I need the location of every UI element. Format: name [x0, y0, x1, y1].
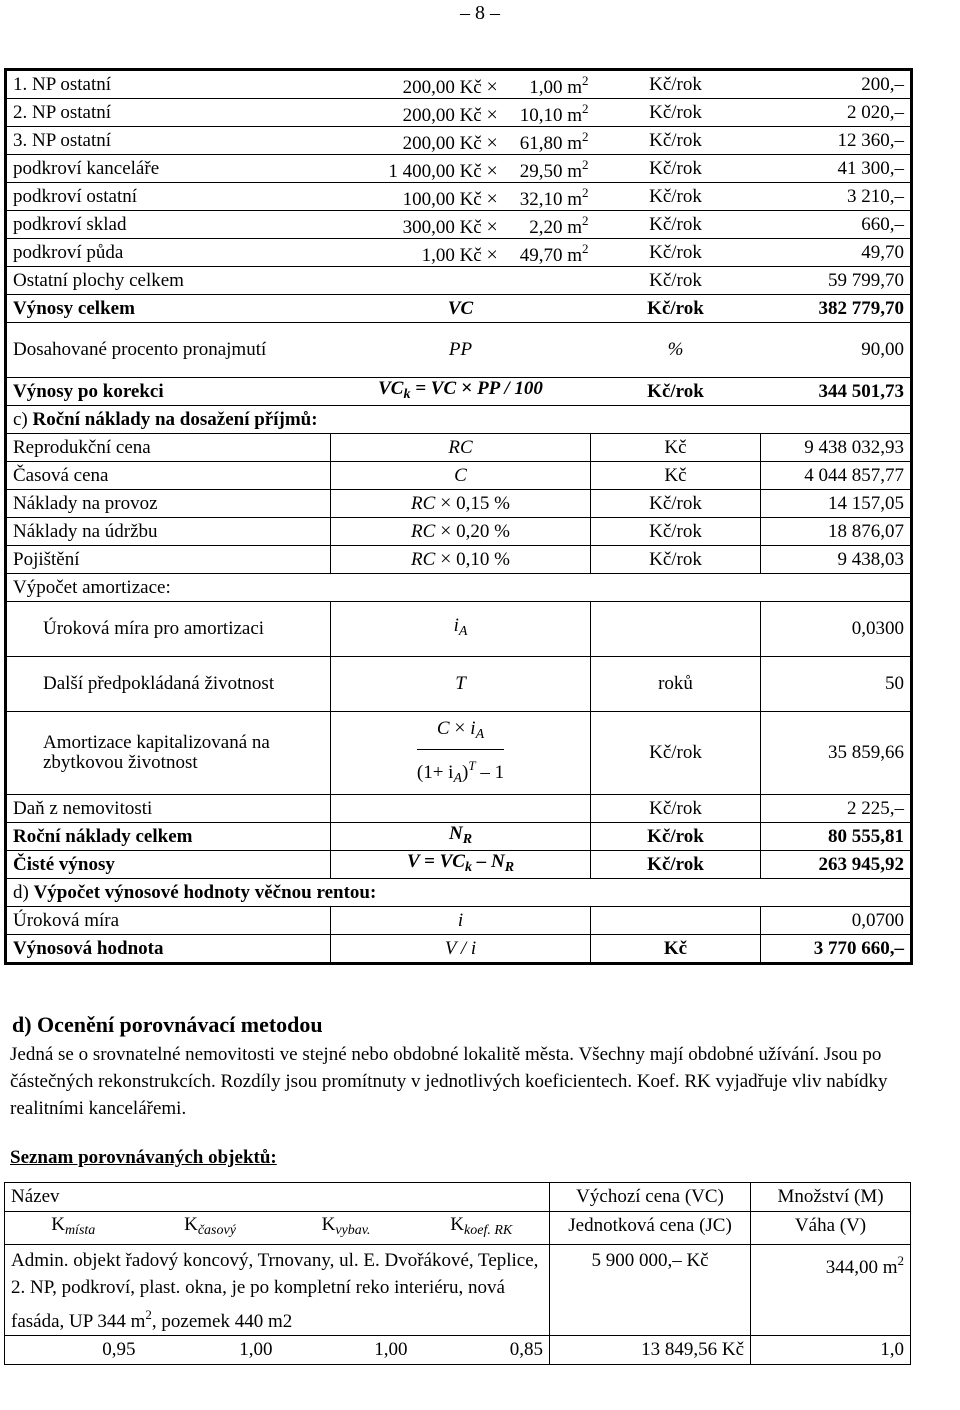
net-revenue-row: Čisté výnosy $V = VC_k - N_R$ Kč/rok 263 945,92 [6, 851, 912, 879]
rent-row: podkroví kanceláře 1 400,00 Kč × 29,50 $m^2$ Kč/rok 41 300,– [6, 155, 912, 183]
section-c-heading: c) Roční náklady na dosažení příjmů: [6, 406, 912, 434]
section-d-heading: d) Výpočet výnosové hodnoty věčnou rentou: [6, 879, 912, 907]
other-total-row: Ostatní plochy celkem Kč/rok 59 799,70 [6, 267, 912, 295]
cost-rows [6, 434, 912, 574]
cost-row: Náklady na údržbu RC × 0,20 % Kč/rok 18 876,07 [6, 518, 912, 546]
revenue-corrected-row: Výnosy po korekci $VC_k$ = VC × PP / 100 Kč/rok 344 501,73 [6, 378, 912, 406]
amortization-heading: Výpočet amortizace: [6, 574, 912, 602]
remaining-life-row: Další předpokládaná životnost T roků 50 [6, 657, 912, 712]
compared-objects-table [4, 1182, 911, 1365]
rent-row: 1. NP ostatní 200,00 Kč × 1,00 $m^2$ Kč/rok 200,– [6, 70, 912, 99]
rent-row: podkroví ostatní 100,00 Kč × 32,10 $m^2$ Kč/rok 3 210,– [6, 183, 912, 211]
cost-row: Náklady na provoz RC × 0,15 % Kč/rok 14 157,05 [6, 490, 912, 518]
compared-objects-heading: Seznam porovnávaných objektů: [10, 1147, 277, 1168]
cost-row: Pojištění RC × 0,10 % Kč/rok 9 438,03 [6, 546, 912, 574]
rent-row: podkroví sklad 300,00 Kč × 2,20 $m^2$ Kč/rok 660,– [6, 211, 912, 239]
rent-rows [6, 70, 912, 267]
revenue-valuation-table [4, 68, 913, 965]
rent-row: podkroví půda 1,00 Kč × 49,70 $m^2$ Kč/rok 49,70 [6, 239, 912, 267]
comparison-paragraph: Jedná se o srovnatelné nemovitosti ve stejné nebo obdobné lokalitě města. Všechny mají obdobné užívání. Jsou po částečných rekonstrukcích. Rozdíly jsou promítnuty v jednotlivých koeficientech. Koef. RK vyjadřuje vliv nabídky realitními kancelářemi. [10, 1044, 888, 1119]
cmp-header-row-2: $K_{místa}$ $K_{časový}$ $K_{vybav.}$ $K_{koef. RK}$ Jednotková cena (JC) Váha (V) [5, 1212, 911, 1245]
comparison-heading: d) Ocenění porovnávací metodou [12, 1012, 323, 1037]
cost-row: Časová cena C Kč 4 044 857,77 [6, 462, 912, 490]
revenue-total-row: Výnosy celkem VC Kč/rok 382 779,70 [6, 295, 912, 323]
page-number: – 8 – [460, 2, 500, 24]
cost-row: Reprodukční cena RC Kč 9 438 032,93 [6, 434, 912, 462]
property-tax-row: Daň z nemovitosti Kč/rok 2 225,– [6, 795, 912, 823]
rent-row: 2. NP ostatní 200,00 Kč × 10,10 $m^2$ Kč/rok 2 020,– [6, 99, 912, 127]
occupancy-row: Dosahované procento pronajmutí PP % 90,00 [6, 323, 912, 378]
cmp-coefficients-row: 0,95 1,00 1,00 0,85 13 849,56 Kč 1,0 [5, 1336, 911, 1365]
cmp-header-row-1: Název Výchozí cena (VC) Množství (M) [5, 1183, 911, 1212]
cost-total-row: Roční náklady celkem $N_R$ Kč/rok 80 555,81 [6, 823, 912, 851]
amortization-formula: $\frac{C \times i_A}{(1+ i_A)^T - 1}$ [331, 712, 591, 795]
yield-value-row: Výnosová hodnota V / i Kč 3 770 660,– [6, 935, 912, 964]
amortization-rate-row: Úroková míra pro amortizaci $i_A$ 0,0300 [6, 602, 912, 657]
cmp-object-row: Admin. objekt řadový koncový, Trnovany, ul. E. Dvořákové, Teplice, 2. NP, podkroví, plast. okna, je po kompletní reko interiéru, nová fasáda, UP 344 $m^2$, pozemek 440 m2 5 900 000,– Kč 344,00 $m^2$ [5, 1245, 911, 1336]
amortization-row: Amortizace kapitalizovaná na zbytkovou životnost $\frac{C \times i_A}{(1+ i_A)^T - 1}$ Kč/rok 35 859,66 [6, 712, 912, 795]
rent-row: 3. NP ostatní 200,00 Kč × 61,80 $m^2$ Kč/rok 12 360,– [6, 127, 912, 155]
interest-rate-row: Úroková míra i 0,0700 [6, 907, 912, 935]
